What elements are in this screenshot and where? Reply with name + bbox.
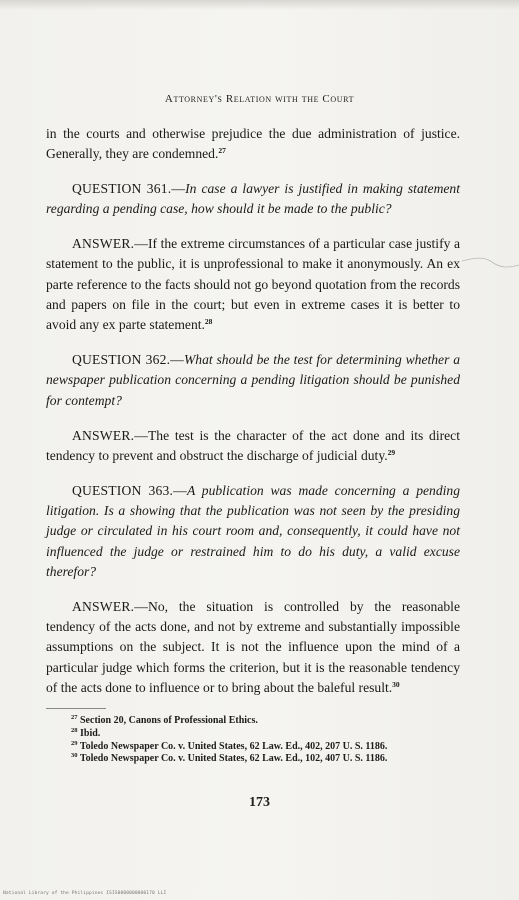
answer-361 xyxy=(46,234,460,335)
answer-362 xyxy=(46,426,460,467)
running-header: Attorney's Relation with the Court xyxy=(164,93,355,105)
paragraph-continuation: in the courts and otherwise prejudice the due administration of justice. Generally, they are condemned.$^{27}$ xyxy=(46,126,460,162)
question-text: A publication was made concerning a pending litigation. Is a showing that the publication was not seen by the presiding judge or circulated in his court room and, consequently, it could have not influenced the judge or restrained him to do his duty, a valid excuse therefor? xyxy=(46,482,460,579)
question-label: QUESTION 362.— xyxy=(72,352,184,368)
footnote-30: $^{30}$ Toledo Newspaper Co. v. United States, 62 Law. Ed., 102, 407 U. S. 1186. xyxy=(71,752,388,765)
answer-text: The test is the character of the act done and its direct tendency to prevent and obstruct the discharge of judicial duty. xyxy=(46,427,460,463)
question-label: QUESTION 363.— xyxy=(72,482,187,498)
answer-label: ANSWER.— xyxy=(72,598,148,614)
page-number: 173 xyxy=(249,795,270,810)
footnote-29: $^{29}$ Toledo Newspaper Co. v. United States, 62 Law. Ed., 402, 207 U. S. 1186. xyxy=(71,739,388,752)
footnote-ref-27: 27 xyxy=(218,146,226,156)
footnote-27: $^{27}$ Section 20, Canons of Professional Ethics. xyxy=(71,714,258,726)
question-363 xyxy=(46,481,460,582)
answer-363 xyxy=(46,597,460,698)
library-watermark: National Library of the Philippines ISIS0000000000170 LLI xyxy=(3,891,167,896)
body-text xyxy=(46,124,460,713)
footnote-28: $^{28}$ Ibid. xyxy=(71,726,101,739)
footnote-rule xyxy=(46,708,106,709)
answer-label: ANSWER.— xyxy=(72,236,148,252)
question-362 xyxy=(46,350,460,411)
answer-label: ANSWER.— xyxy=(72,427,148,443)
footnote-ref-29: 29 xyxy=(387,447,396,457)
answer-text: If the extreme circumstances of a particular case justify a statement to the public, it is unprofessional to make it anonymously. An ex parte reference to the facts should not go beyond quotation from the records and papers on file in the court; but even in extreme cases it is better to avoid any ex parte statement. xyxy=(46,236,460,333)
question-label: QUESTION 361.— xyxy=(72,181,186,197)
margin-pencil-mark xyxy=(462,252,519,272)
question-text: In case a lawyer is justified in making statement regarding a pending case, how should it be made to the public? xyxy=(46,181,460,217)
answer-text: No, the situation is controlled by the reasonable tendency of the acts done, and not by extreme and substantially impossible assumptions on the subject. It is not the influence upon the mind of a particular judge which forms the criterion, but it is the reasonable tendency of the acts done to influence or to bring about the baleful result. xyxy=(46,598,460,695)
footnote-ref-30: 30 xyxy=(392,679,400,689)
footnotes xyxy=(46,715,468,766)
footnote-ref-28: 28 xyxy=(204,317,213,327)
question-361 xyxy=(46,179,460,220)
question-text: What should be the test for determining whether a newspaper publication concerning a pending litigation should be punished for contempt? xyxy=(46,352,460,408)
scan-shadow xyxy=(0,0,519,10)
